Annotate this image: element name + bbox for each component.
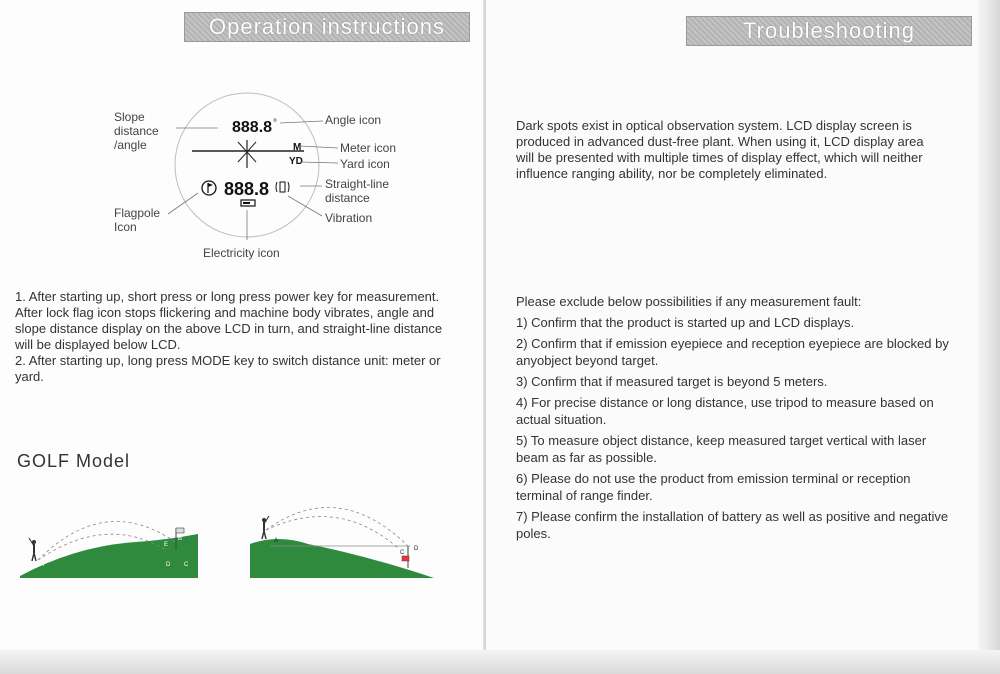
fault-intro: Please exclude below possibilities if any measurement fault: (516, 294, 862, 309)
bottom-shadow (0, 650, 1000, 674)
troubleshooting-list (516, 314, 956, 546)
list-item: 1) Confirm that the product is started up and LCD displays. (516, 315, 855, 330)
degree-symbol: ° (273, 118, 277, 129)
golf-diagram-1 (16, 490, 206, 590)
point-a-label: A (40, 562, 45, 568)
list-item: 4) For precise distance or long distance, use tripod to measure based on actual situation. (516, 395, 934, 427)
list-item: 3) Confirm that if measured target is beyond 5 meters. (516, 374, 828, 389)
page-edge-shadow (978, 0, 1000, 674)
list-item: 2) Confirm that if emission eyepiece and reception eyepiece are blocked by anyobject beyond target. (516, 336, 949, 368)
angle-icon-label: Angle icon (325, 113, 382, 127)
golf-model-title: GOLF Model (17, 451, 131, 471)
troubleshooting-header: Troubleshooting (686, 16, 972, 46)
golfer-icon (262, 516, 269, 539)
point-a-label: A (274, 538, 279, 544)
vibration-icon (280, 182, 285, 192)
flag-icon (176, 528, 184, 533)
golfer-icon (29, 538, 36, 561)
point-b-label: B (178, 536, 183, 542)
instructions-block (15, 289, 455, 385)
point-c-label: C (400, 550, 405, 556)
electricity-icon-label: Electricity icon (203, 246, 280, 260)
point-d-label: D (166, 562, 171, 568)
point-e-label: E (164, 542, 169, 548)
vibration-label: Vibration (325, 211, 373, 225)
operation-instructions-header: Operation instructions (184, 12, 470, 42)
flagpole-icon-label: Flagpole Icon (114, 206, 161, 234)
intro-paragraph: Dark spots exist in optical observation system. LCD display screen is produced in advanced dust-free plant. When using it, LCD display area will be presented with multiple times of display effect, which will neither influence ranging ability, nor be completely eliminated. (516, 118, 924, 181)
point-c-label: C (184, 562, 189, 568)
yard-unit: YD (289, 156, 303, 167)
golf-diagram-2 (248, 490, 438, 590)
right-page (486, 0, 1000, 674)
list-item: 5) To measure object distance, keep measured target vertical with laser beam as far as possible. (516, 433, 927, 465)
list-item: 7) Please confirm the installation of battery as well as positive and negative poles. (516, 509, 949, 541)
slope-distance-label: Slope distance /angle (114, 110, 159, 152)
meter-unit: M (293, 142, 302, 153)
lcd-diagram (0, 0, 484, 270)
left-page (0, 0, 484, 674)
point-d-label: D (414, 546, 419, 552)
list-item: 6) Please do not use the product from emission terminal or reception terminal of range finder. (516, 471, 911, 503)
lcd-top-digits: 888.8 (232, 119, 273, 136)
yard-icon-label: Yard icon (340, 157, 390, 171)
flag-icon (402, 556, 409, 561)
meter-icon-label: Meter icon (340, 141, 397, 155)
straight-line-distance-label: Straight-line distance (325, 177, 390, 205)
instruction-1: 1. After starting up, short press or long press power key for measurement. After lock flag icon stops flickering and machine body vibrates, angle and slope distance display on the above LCD in turn, and straight-line distance will be displayed below LCD. (15, 289, 443, 352)
lcd-bottom-digits: 888.8 (224, 179, 270, 199)
flagpole-icon (202, 181, 216, 195)
instruction-2: 2. After starting up, long press MODE key to switch distance unit: meter or yard. (15, 353, 441, 384)
